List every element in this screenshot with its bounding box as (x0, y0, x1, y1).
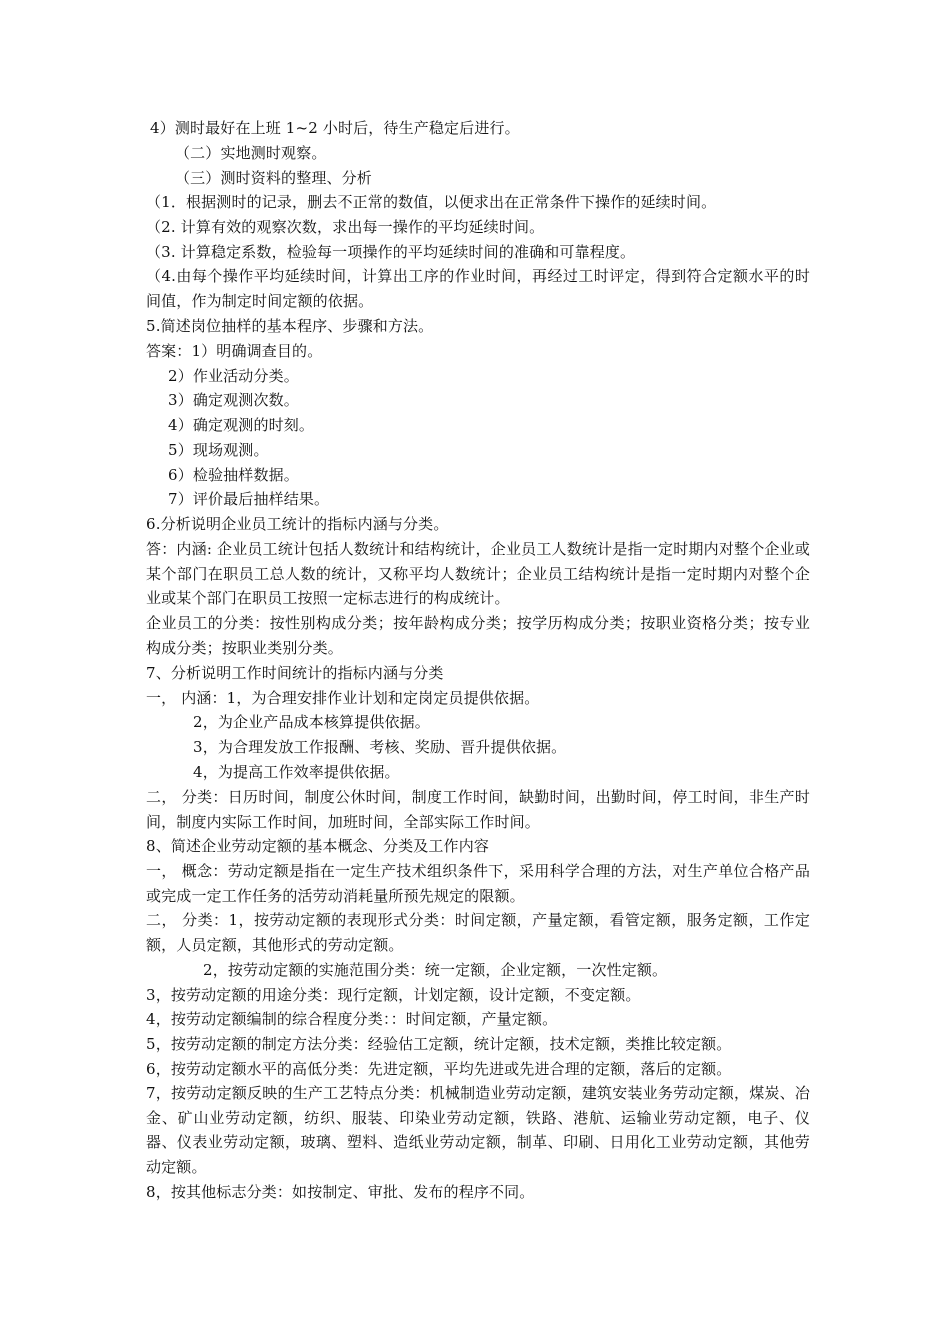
answer-paragraph: 答：内涵: 企业员工统计包括人数统计和结构统计，企业员工人数统计是指一定时期内对整个企业或某个部门在职员工总人数的统计，又称平均人数统计；企业员工结构统计是指一定时期内对整个企业或某个部门在职员工按照一定标志进行的构成统计。 (146, 540, 810, 608)
question-heading: 8、简述企业劳动定额的基本概念、分类及工作内容 (146, 837, 489, 855)
question-heading: 5.简述岗位抽样的基本程序、步骤和方法。 (146, 317, 434, 335)
text-line: 4）测时最好在上班 1~2 小时后，待生产稳定后进行。 (150, 119, 520, 137)
list-item: 5）现场观测。 (168, 441, 269, 459)
text-paragraph: 二， 分类：日历时间，制度公休时间，制度工作时间，缺勤时间，出勤时间，停工时间，非生产时间，制度内实际工作时间，加班时间，全部实际工作时间。 (146, 788, 810, 831)
answer-line: 答案：1）明确调查目的。 (146, 342, 323, 360)
list-item: 3，为合理发放工作报酬、考核、奖励、晋升提供依据。 (193, 738, 567, 756)
list-item: 4，为提高工作效率提供依据。 (193, 763, 400, 781)
question-heading: 7、分析说明工作时间统计的指标内涵与分类 (146, 664, 444, 682)
list-item: 8，按其他标志分类：如按制定、审批、发布的程序不同。 (146, 1183, 535, 1201)
subsection-heading: （三）测时资料的整理、分析 (175, 169, 372, 187)
list-item: 3，按劳动定额的用途分类：现行定额，计划定额，设计定额，不变定额。 (146, 986, 641, 1004)
text-line: （2. 计算有效的观察次数，求出每一操作的平均延续时间。 (146, 218, 545, 236)
list-item: 4，按劳动定额编制的综合程度分类：：时间定额，产量定额。 (146, 1010, 558, 1028)
text-paragraph: 二， 分类：1，按劳动定额的表现形式分类：时间定额，产量定额，看管定额，服务定额，工作定额，人员定额，其他形式的劳动定额。 (146, 911, 810, 954)
list-item: 7，按劳动定额反映的生产工艺特点分类：机械制造业劳动定额，建筑安装业务劳动定额，煤炭、冶金、矿山业劳动定额，纺织、服装、印染业劳动定额，铁路、港航、运输业劳动定额，电子、仪器、仪表业劳动定额，玻璃、塑料、造纸业劳动定额，制革、印刷、日用化工业劳动定额，其他劳动定额。 (146, 1084, 810, 1176)
list-item: 6，按劳动定额水平的高低分类：先进定额，平均先进或先进合理的定额，落后的定额。 (146, 1060, 732, 1078)
list-item: 3）确定观测次数。 (168, 391, 299, 409)
subsection-heading: （二）实地测时观察。 (175, 144, 327, 162)
list-item: 6）检验抽样数据。 (168, 466, 299, 484)
list-item: 5，按劳动定额的制定方法分类：经验估工定额，统计定额，技术定额，类推比较定额。 (146, 1035, 732, 1053)
text-line: （1．根据测时的记录，删去不正常的数值，以便求出在正常条件下操作的延续时间。 (146, 193, 717, 211)
list-item: 4）确定观测的时刻。 (168, 416, 315, 434)
list-item: 2，按劳动定额的实施范围分类：统一定额，企业定额，一次性定额。 (203, 961, 668, 979)
text-paragraph: 企业员工的分类：按性别构成分类；按年龄构成分类；按学历构成分类；按职业资格分类；按专业构成分类；按职业类别分类。 (146, 614, 810, 657)
question-heading: 6.分析说明企业员工统计的指标内涵与分类。 (146, 515, 449, 533)
text-line: 一， 内涵：1，为合理安排作业计划和定岗定员提供依据。 (146, 689, 540, 707)
text-line: （3. 计算稳定系数，检验每一项操作的平均延续时间的准确和可靠程度。 (146, 243, 636, 261)
list-item: 2）作业活动分类。 (168, 367, 299, 385)
list-item: 2，为企业产品成本核算提供依据。 (193, 713, 430, 731)
text-paragraph: （4.由每个操作平均延续时间，计算出工序的作业时间，再经过工时评定，得到符合定额水平的时间值，作为制定时间定额的依据。 (146, 267, 810, 310)
text-paragraph: 一， 概念：劳动定额是指在一定生产技术组织条件下，采用科学合理的方法，对生产单位合格产品或完成一定工作任务的活劳动消耗量所预先规定的限额。 (146, 862, 810, 905)
list-item: 7）评价最后抽样结果。 (168, 490, 330, 508)
